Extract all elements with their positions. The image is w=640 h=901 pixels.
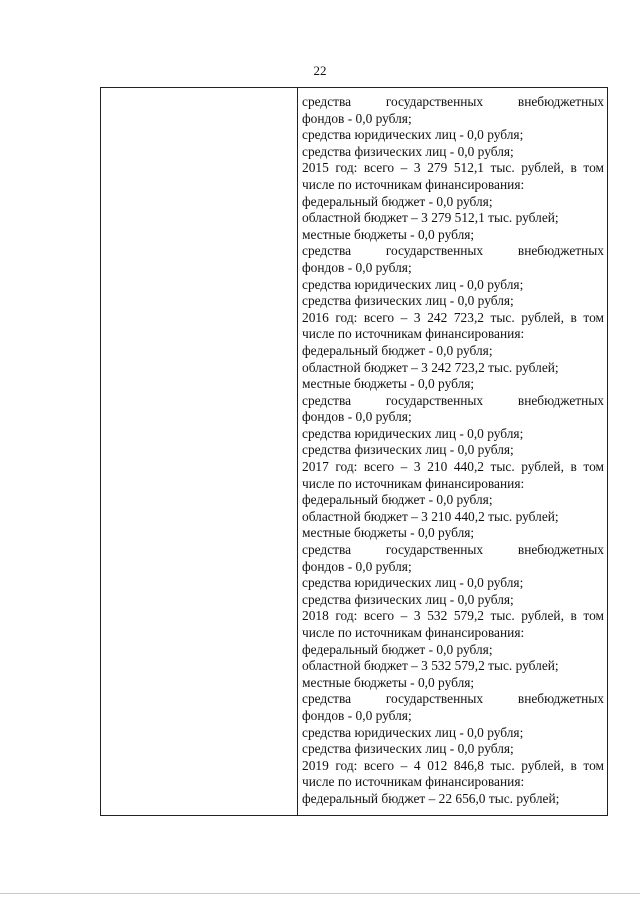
text-line: местные бюджеты - 0,0 рубля; <box>302 525 475 541</box>
text-line: федеральный бюджет - 0,0 рубля; <box>302 492 493 508</box>
page-number: 22 <box>313 63 327 78</box>
text-line: фондов - 0,0 рубля; <box>302 558 412 574</box>
column-divider <box>297 88 298 815</box>
text-line: фондов - 0,0 рубля; <box>302 259 412 275</box>
text-line: числе по источникам финансирования: <box>302 176 525 192</box>
text-line: местные бюджеты - 0,0 рубля; <box>302 674 475 690</box>
text-line: федеральный бюджет - 0,0 рубля; <box>302 193 493 209</box>
text-line: средства юридических лиц - 0,0 рубля; <box>302 425 524 441</box>
text-line: средства государственных внебюджетных <box>302 542 604 558</box>
page-bottom-rule <box>0 893 640 894</box>
text-line: федеральный бюджет - 0,0 рубля; <box>302 342 493 358</box>
text-line: средства физических лиц - 0,0 рубля; <box>302 293 514 309</box>
text-line: фондов - 0,0 рубля; <box>302 110 412 126</box>
financing-table <box>100 87 608 816</box>
text-line: областной бюджет – 3 210 440,2 тыс. рублей; <box>302 508 559 524</box>
text-line: средства физических лиц - 0,0 рубля; <box>302 591 514 607</box>
text-line: числе по источникам финансирования: <box>302 475 525 491</box>
text-line: средства государственных внебюджетных <box>302 94 604 109</box>
table-right-cell <box>302 94 604 808</box>
text-line: средства физических лиц - 0,0 рубля; <box>302 741 514 757</box>
text-line: 2019 год: всего – 4 012 846,8 тыс. рублей, в том <box>302 757 604 773</box>
text-line: 2015 год: всего – 3 279 512,1 тыс. рублей, в том <box>302 160 604 176</box>
text-line: областной бюджет – 3 532 579,2 тыс. рублей; <box>302 658 559 674</box>
text-line: средства государственных внебюджетных <box>302 392 604 408</box>
table-left-cell <box>101 88 297 815</box>
text-line: 2017 год: всего – 3 210 440,2 тыс. рублей, в том <box>302 459 604 475</box>
text-line: областной бюджет – 3 279 512,1 тыс. рублей; <box>302 210 559 226</box>
text-line: числе по источникам финансирования: <box>302 774 525 790</box>
text-line: средства физических лиц - 0,0 рубля; <box>302 442 514 458</box>
text-line: средства юридических лиц - 0,0 рубля; <box>302 276 524 292</box>
text-line: федеральный бюджет - 0,0 рубля; <box>302 641 493 657</box>
text-line: местные бюджеты - 0,0 рубля; <box>302 376 475 392</box>
text-line: числе по источникам финансирования: <box>302 326 525 342</box>
text-line: областной бюджет – 3 242 723,2 тыс. рублей; <box>302 359 559 375</box>
text-line: местные бюджеты - 0,0 рубля; <box>302 226 475 242</box>
text-line: фондов - 0,0 рубля; <box>302 409 412 425</box>
text-line: фондов - 0,0 рубля; <box>302 707 412 723</box>
text-line: средства юридических лиц - 0,0 рубля; <box>302 724 524 740</box>
text-line: федеральный бюджет – 22 656,0 тыс. рублей; <box>302 790 560 806</box>
text-line: числе по источникам финансирования: <box>302 625 525 640</box>
text-line: 2016 год: всего – 3 242 723,2 тыс. рублей, в том <box>302 309 604 325</box>
text-line: 2018 год: всего – 3 532 579,2 тыс. рублей, в том <box>302 608 604 624</box>
text-line: средства государственных внебюджетных <box>302 243 604 259</box>
text-line: средства юридических лиц - 0,0 рубля; <box>302 575 524 591</box>
text-line: средства государственных внебюджетных <box>302 691 604 707</box>
text-line: средства физических лиц - 0,0 рубля; <box>302 143 514 159</box>
text-line: средства юридических лиц - 0,0 рубля; <box>302 127 524 143</box>
